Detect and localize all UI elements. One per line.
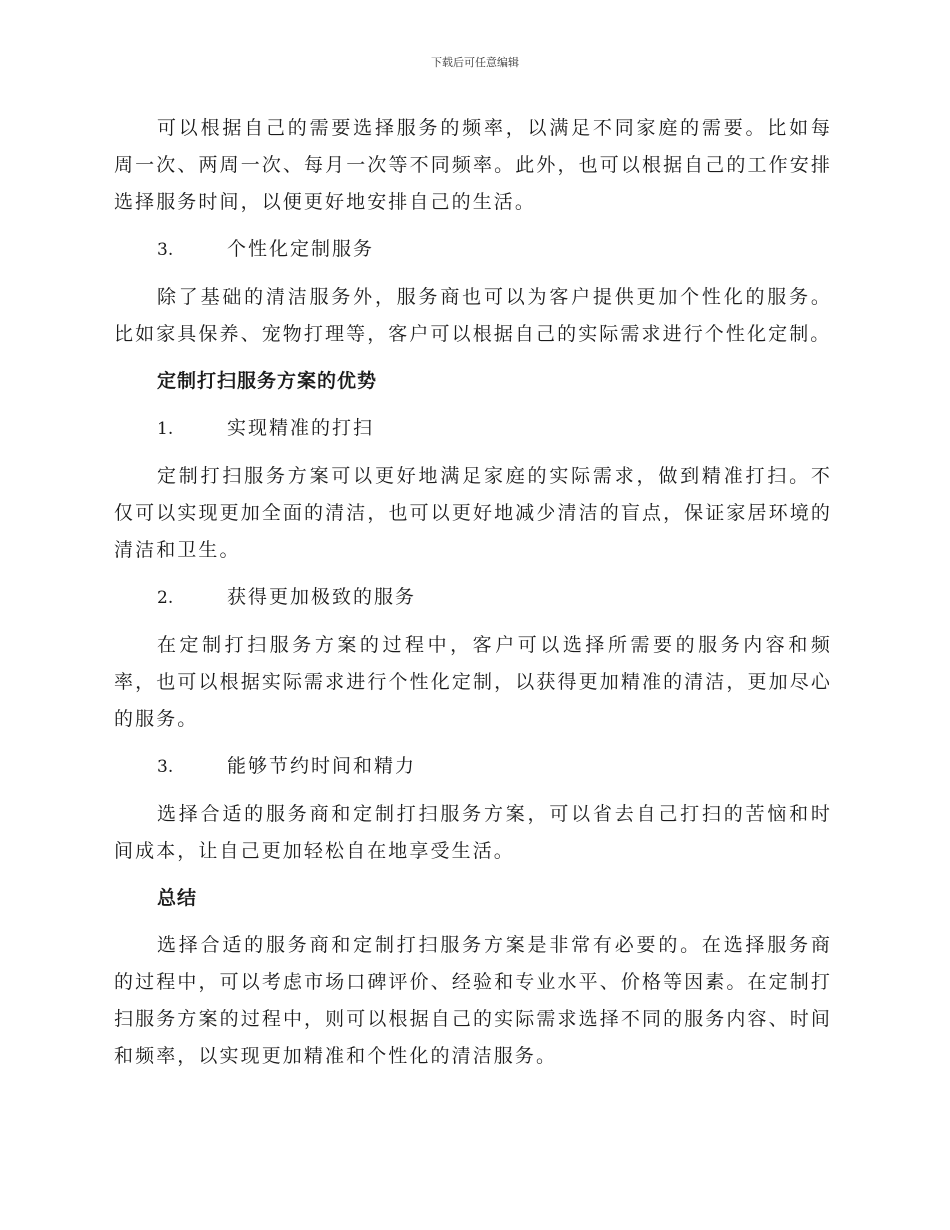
list-item-better-service (114, 579, 832, 617)
section-heading-summary: 总结 (157, 887, 198, 909)
list-number: 3. (157, 757, 174, 777)
list-item-save-time (114, 748, 832, 786)
paragraph-save-time: 选择合适的服务商和定制打扫服务方案，可以省去自己打扫的苦恼和时间成本，让自己更加轻松自在地享受生活。 (114, 803, 832, 862)
list-number: 3. (157, 240, 174, 260)
paragraph-precise: 定制打扫服务方案可以更好地满足家庭的实际需求，做到精准打扫。不仅可以实现更加全面的清洁，也可以更好地减少清洁的盲点，保证家居环境的清洁和卫生。 (114, 465, 832, 561)
document-body (114, 110, 832, 1085)
paragraph-summary: 选择合适的服务商和定制打扫服务方案是非常有必要的。在选择服务商的过程中，可以考虑市场口碑评价、经验和专业水平、价格等因素。在定制打扫服务方案的过程中，则可以根据自己的实际需求选择不同的服务内容、时间和频率，以实现更加精准和个性化的清洁服务。 (114, 934, 832, 1067)
list-item-title: 个性化定制服务 (227, 238, 375, 260)
paragraph-better-service: 在定制打扫服务方案的过程中，客户可以选择所需要的服务内容和频率，也可以根据实际需求进行个性化定制，以获得更加精准的清洁，更加尽心的服务。 (114, 634, 832, 730)
list-item-title: 能够节约时间和精力 (227, 755, 417, 777)
section-heading-advantages: 定制打扫服务方案的优势 (157, 370, 378, 392)
list-item-personalized-service (114, 231, 832, 269)
paragraph-personalized: 除了基础的清洁服务外，服务商也可以为客户提供更加个性化的服务。比如家具保养、宠物打理等，客户可以根据自己的实际需求进行个性化定制。 (114, 286, 832, 345)
paragraph-frequency: 可以根据自己的需要选择服务的频率，以满足不同家庭的需要。比如每周一次、两周一次、每月一次等不同频率。此外，也可以根据自己的工作安排选择服务时间，以便更好地安排自己的生活。 (114, 117, 832, 213)
list-number: 2. (157, 588, 174, 608)
list-item-title: 实现精准的打扫 (227, 417, 375, 439)
list-number: 1. (157, 419, 174, 439)
list-item-title: 获得更加极致的服务 (227, 586, 417, 608)
list-item-precise-cleaning (114, 410, 832, 448)
page-header: 下载后可任意编辑 (431, 56, 519, 69)
